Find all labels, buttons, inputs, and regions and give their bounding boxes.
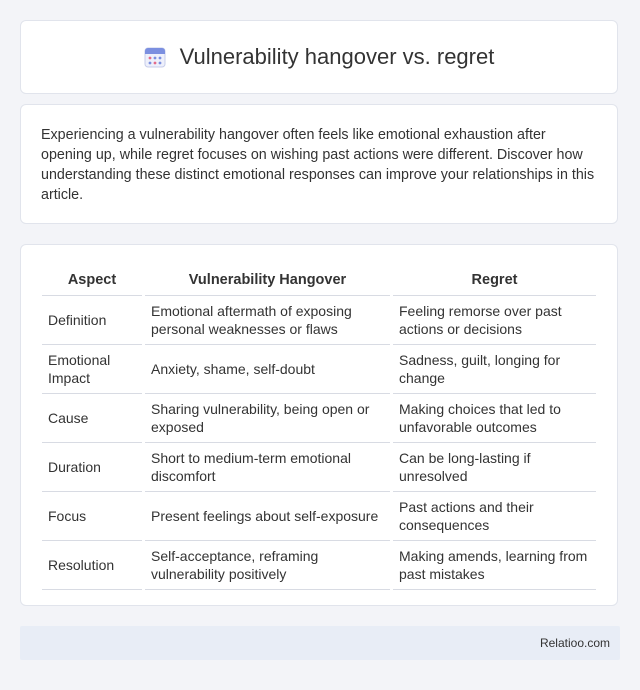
table-row xyxy=(42,492,598,541)
comparison-table-card xyxy=(20,244,618,606)
regret-cell: Feeling remorse over past actions or decisions xyxy=(392,296,598,345)
regret-cell: Can be long-lasting if unresolved xyxy=(392,443,598,492)
regret-cell: Past actions and their consequences xyxy=(392,492,598,541)
intro-card xyxy=(20,104,618,224)
table-row xyxy=(42,394,598,443)
table-row xyxy=(42,345,598,394)
table-row xyxy=(42,296,598,345)
aspect-cell: Focus xyxy=(42,492,144,541)
aspect-cell: Duration xyxy=(42,443,144,492)
aspect-cell: Definition xyxy=(42,296,144,345)
regret-cell: Sadness, guilt, longing for change xyxy=(392,345,598,394)
regret-cell: Making choices that led to unfavorable outcomes xyxy=(392,394,598,443)
vulnerability-hangover-cell: Emotional aftermath of exposing personal weaknesses or flaws xyxy=(144,296,392,345)
vulnerability-hangover-cell: Anxiety, shame, self-doubt xyxy=(144,345,392,394)
footer-bar xyxy=(20,626,620,660)
comparison-table xyxy=(42,265,599,590)
calendar-icon xyxy=(144,46,166,68)
vulnerability-hangover-cell: Self-acceptance, reframing vulnerability positively xyxy=(144,541,392,590)
vulnerability-hangover-cell: Present feelings about self-exposure xyxy=(144,492,392,541)
aspect-cell: Cause xyxy=(42,394,144,443)
column-header-regret: Regret xyxy=(392,265,598,296)
column-header-vulnerability-hangover: Vulnerability Hangover xyxy=(144,265,392,296)
regret-cell: Making amends, learning from past mistakes xyxy=(392,541,598,590)
vulnerability-hangover-cell: Short to medium-term emotional discomfort xyxy=(144,443,392,492)
aspect-cell: Resolution xyxy=(42,541,144,590)
title-card xyxy=(20,20,618,94)
vulnerability-hangover-cell: Sharing vulnerability, being open or exposed xyxy=(144,394,392,443)
table-row xyxy=(42,541,598,590)
footer-brand[interactable]: Relatioo.com xyxy=(539,636,610,650)
intro-text: Experiencing a vulnerability hangover often feels like emotional exhaustion after opening up, while regret focuses on wishing past actions were different. Discover how understanding these distinct emotional responses can improve your relationships in this article. xyxy=(41,127,595,203)
column-header-aspect: Aspect xyxy=(42,265,144,296)
aspect-cell: Emotional Impact xyxy=(42,345,144,394)
table-header-row xyxy=(42,265,598,296)
table-row xyxy=(42,443,598,492)
page-title: Vulnerability hangover vs. regret xyxy=(179,44,495,69)
